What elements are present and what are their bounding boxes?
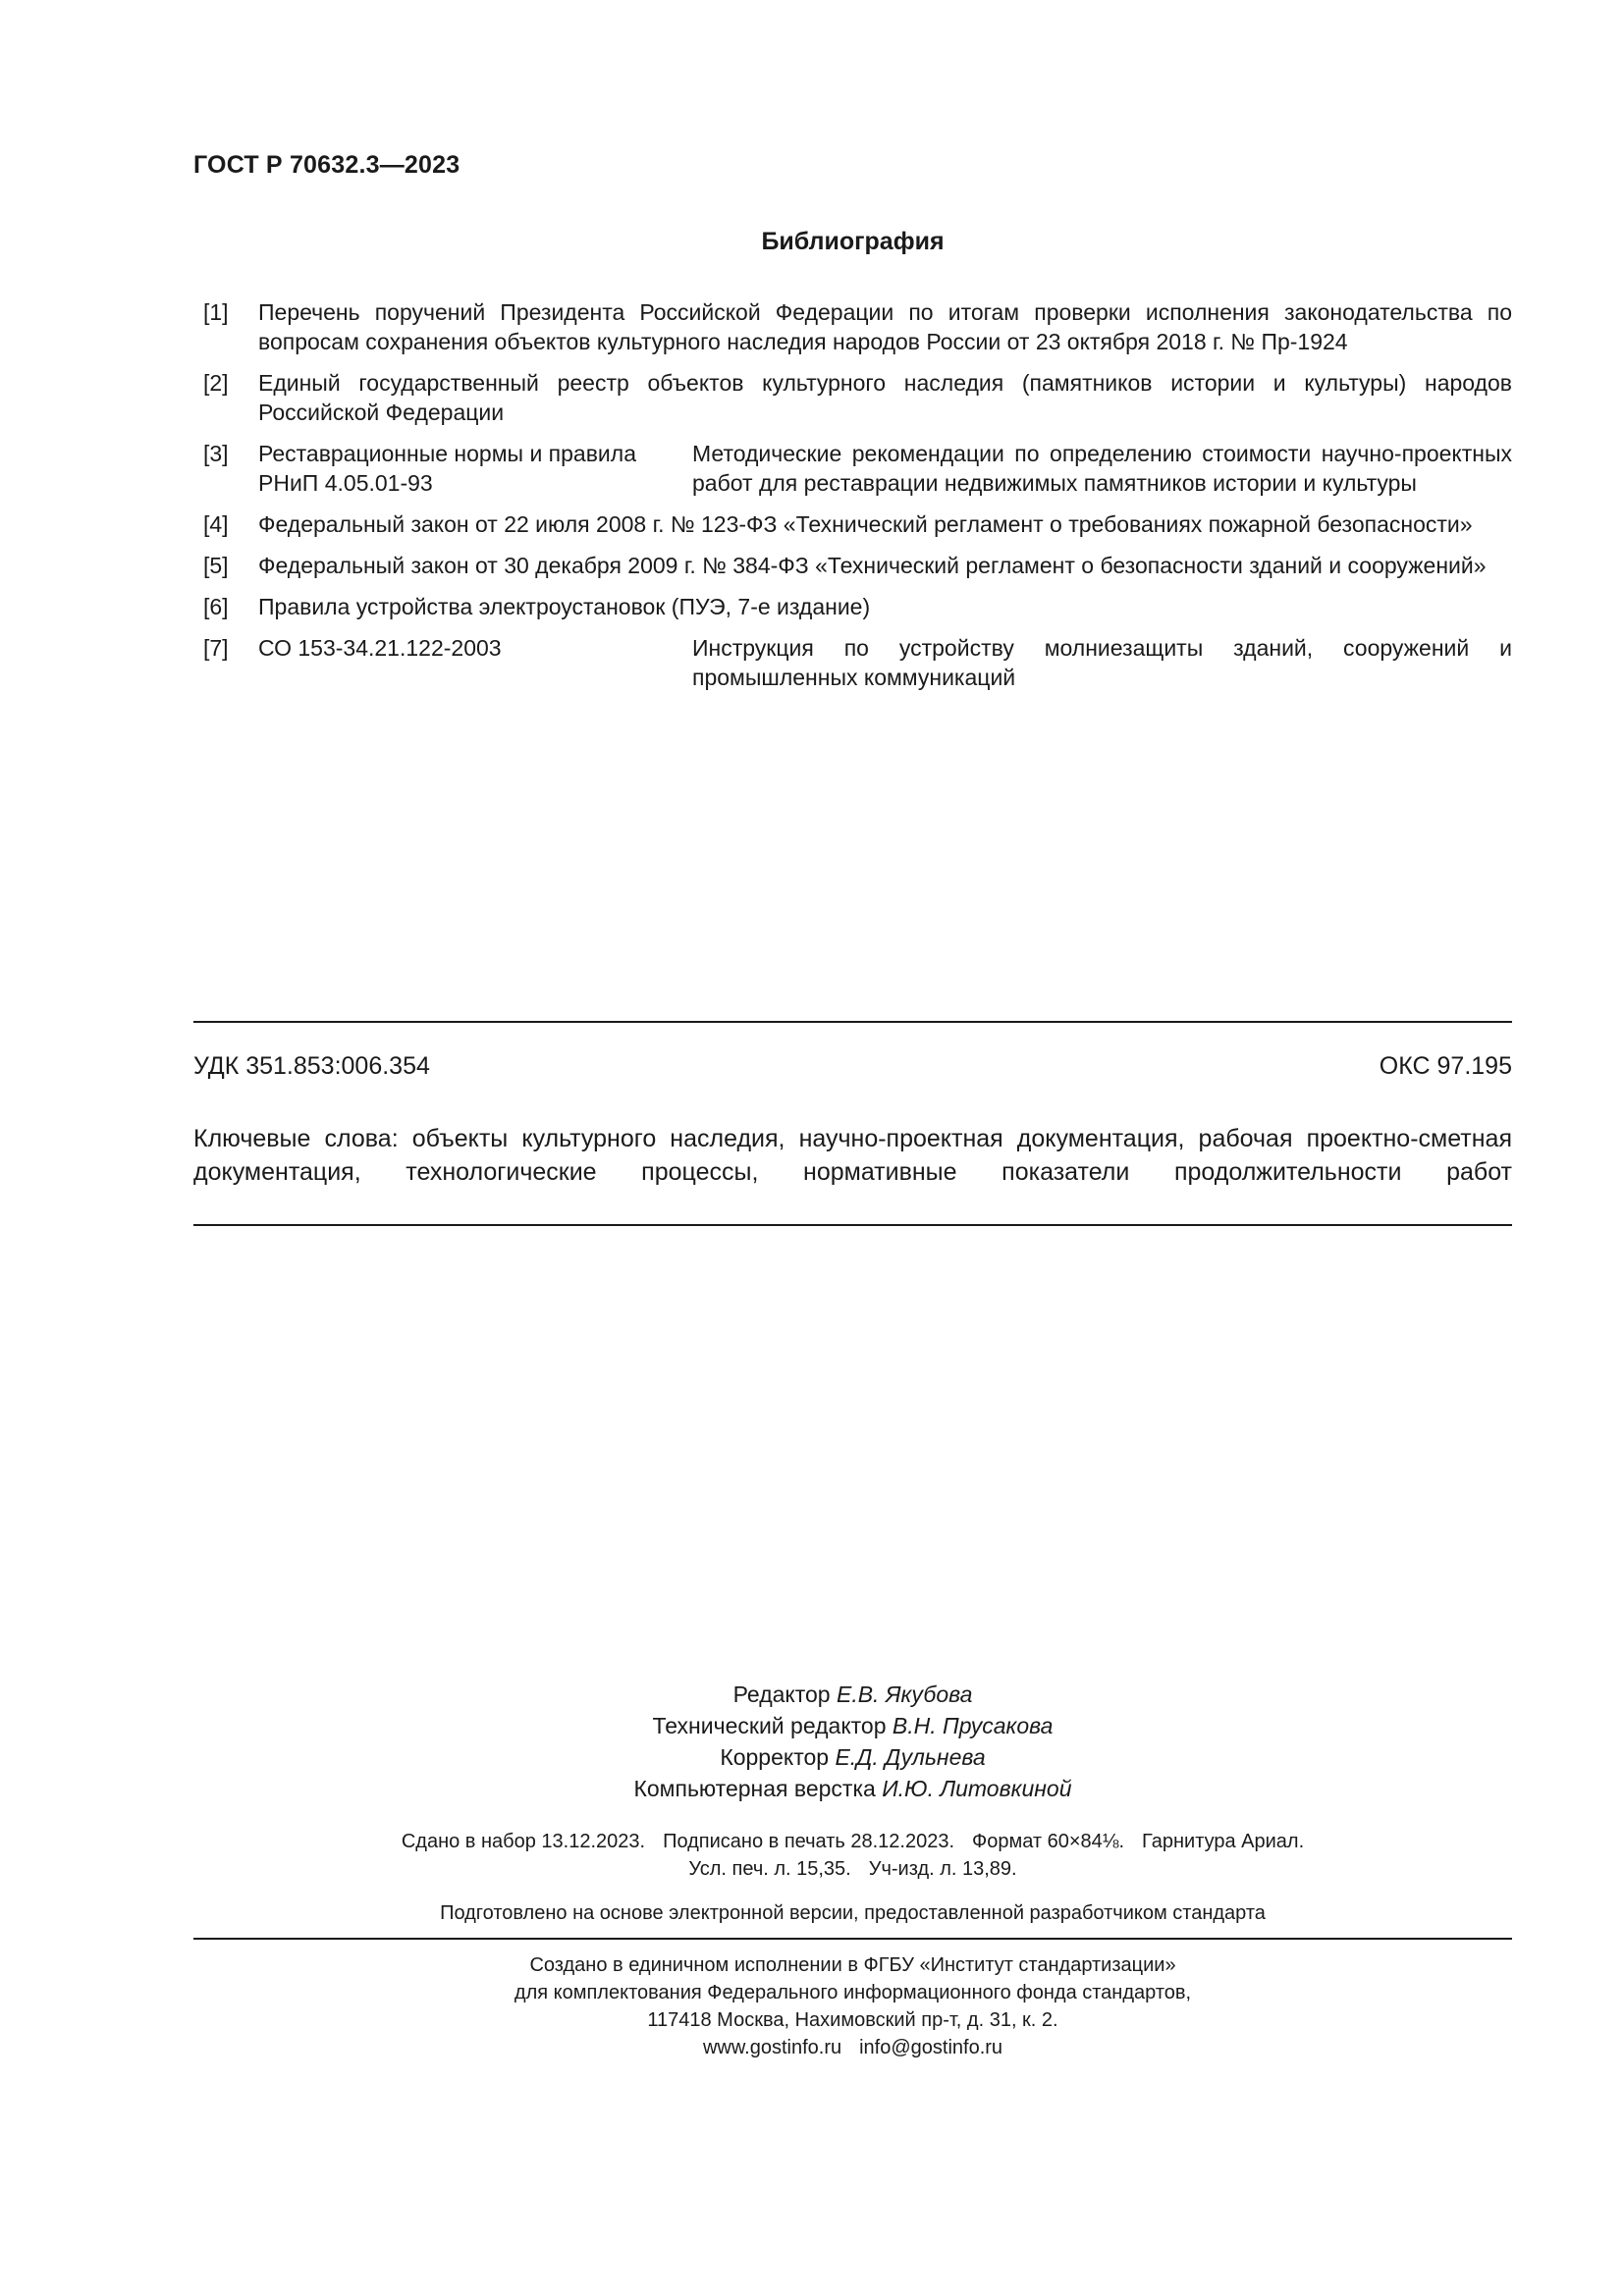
bibliography-list [193, 297, 1512, 704]
oks-code: ОКС 97.195 [1379, 1052, 1512, 1080]
bibliography-entry [193, 592, 1512, 621]
entry-number: [6] [203, 594, 229, 619]
divider-top [193, 1021, 1512, 1023]
print-info-line-2: Усл. печ. л. 15,35. Уч-изд. л. 13,89. [688, 1858, 1017, 1880]
publisher-contacts [193, 2034, 1512, 2061]
divider-bottom [193, 1938, 1512, 1940]
bibliography-entry [193, 297, 1512, 356]
bibliography-entry [193, 439, 1512, 498]
credit-editor: Редактор Е.В. Якубова [732, 1682, 973, 1707]
entry-source: Реставрационные нормы и правила РНиП 4.05.01-93 [258, 441, 636, 496]
publisher-info [193, 1951, 1512, 2061]
publisher-line: Создано в единичном исполнении в ФГБУ «Институт стандартизации» [529, 1954, 1176, 1976]
publisher-address: 117418 Москва, Нахимовский пр-т, д. 31, к. 2. [647, 2009, 1058, 2031]
entry-number: [5] [203, 553, 229, 578]
bibliography-entry [193, 368, 1512, 427]
bibliography-entry [193, 509, 1512, 539]
keywords: Ключевые слова: объекты культурного наследия, научно-проектная документация, рабочая проектно-сметная документация, технологические процессы, нормативные показатели продолжительности работ [193, 1125, 1512, 1186]
entry-number: [1] [203, 299, 229, 325]
entry-source: СО 153-34.21.122-2003 [258, 635, 502, 661]
publisher-line: для комплектования Федерального информационного фонда стандартов, [514, 1982, 1192, 2003]
document-code: ГОСТ Р 70632.3—2023 [193, 151, 460, 179]
entry-text: Правила устройства электроустановок (ПУЭ, 7-е издание) [258, 594, 871, 619]
bibliography-entry [193, 551, 1512, 580]
entry-number: [3] [203, 441, 229, 466]
entry-text: Перечень поручений Президента Российской Федерации по итогам проверки исполнения законодательства по вопросам сохранения объектов культурного наследия народов России от 23 октября 2018 г. № Пр-1924 [258, 299, 1512, 354]
entry-description: Инструкция по устройству молниезащиты зданий, сооружений и промышленных коммуникаций [692, 635, 1512, 690]
entry-description: Методические рекомендации по определению стоимости научно-проектных работ для реставрации недвижимых памятников истории и культуры [692, 441, 1512, 496]
website-link[interactable]: www.gostinfo.ru [702, 2037, 842, 2058]
credit-tech-editor: Технический редактор В.Н. Прусакова [652, 1713, 1054, 1738]
entry-number: [7] [203, 635, 229, 661]
credits [193, 1679, 1512, 1804]
entry-number: [4] [203, 511, 229, 537]
divider-keywords [193, 1224, 1512, 1226]
entry-text: Федеральный закон от 22 июля 2008 г. № 123-ФЗ «Технический регламент о требованиях пожарной безопасности» [258, 511, 1473, 537]
print-info [193, 1828, 1512, 1883]
entry-number: [2] [203, 370, 229, 396]
entry-text: Федеральный закон от 30 декабря 2009 г. № 384-ФЗ «Технический регламент о безопасности зданий и сооружений» [258, 553, 1487, 578]
email-link[interactable]: info@gostinfo.ru [859, 2037, 1003, 2058]
prepared-note: Подготовлено на основе электронной версии, предоставленной разработчиком стандарта [440, 1902, 1266, 1924]
credit-layout: Компьютерная верстка И.Ю. Литовкиной [633, 1776, 1072, 1801]
credit-proofreader: Корректор Е.Д. Дульнева [720, 1744, 986, 1770]
bibliography-entry [193, 633, 1512, 692]
bibliography-title: Библиография [761, 228, 945, 255]
entry-text: Единый государственный реестр объектов культурного наследия (памятников истории и культуры) народов Российской Федерации [258, 370, 1512, 425]
udk-code: УДК 351.853:006.354 [193, 1052, 430, 1080]
print-info-line-1: Сдано в набор 13.12.2023. Подписано в печать 28.12.2023. Формат 60×84⅛. Гарнитура Ариал. [401, 1831, 1305, 1852]
